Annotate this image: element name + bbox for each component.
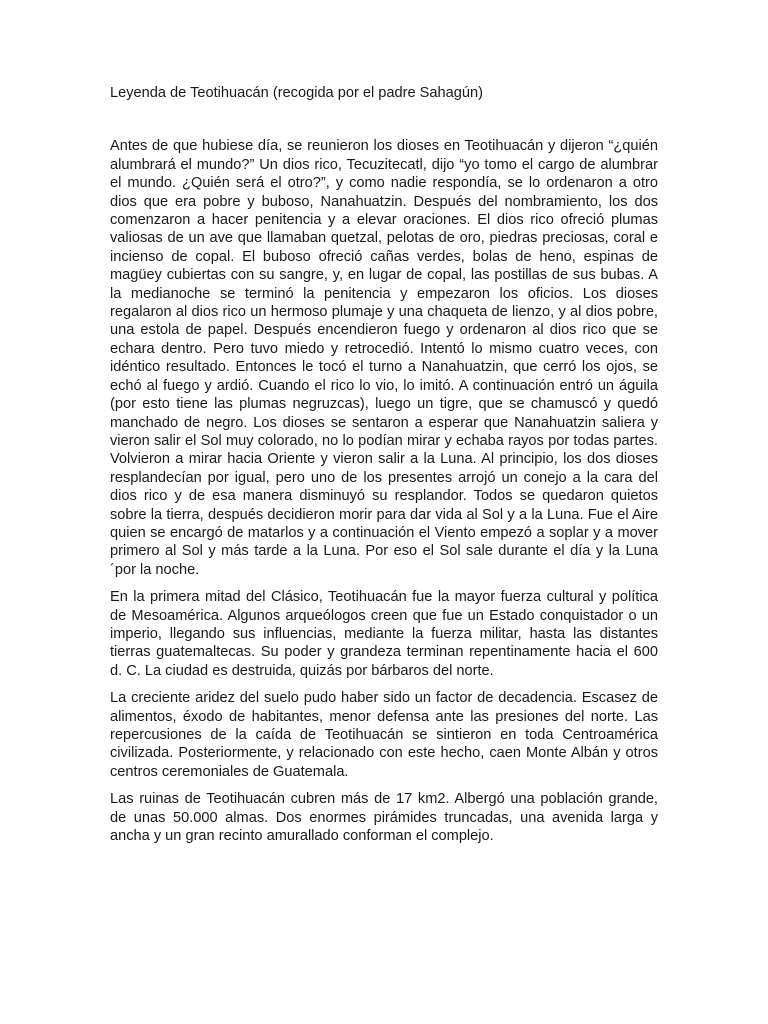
- paragraph-decadence: La creciente aridez del suelo pudo haber sido un factor de decadencia. Escasez de alimentos, éxodo de habitantes, menor defensa ante las presiones del norte. Las repercusiones de la caída de Teotihuacán se sintieron en toda Centroamérica civilizada. Posteriormente, y relacionado con este hecho, caen Monte Albán y otros centros ceremoniales de Guatemala.: [110, 690, 658, 780]
- document-title: Leyenda de Teotihuacán (recogida por el padre Sahagún): [110, 85, 483, 101]
- paragraph-classic-period: En la primera mitad del Clásico, Teotihuacán fue la mayor fuerza cultural y política de Mesoamérica. Algunos arqueólogos creen que fue un Estado conquistador o un imperio, llegando sus influencias, mediante la fuerza militar, hasta las distantes tierras guatemaltecas. Su poder y grandeza terminan repentinamente hacia el 600 d. C. La ciudad es destruida, quizás por bárbaros del norte.: [110, 589, 658, 679]
- paragraph-legend: Antes de que hubiese día, se reunieron los dioses en Teotihuacán y dijeron “¿quién alumbrará el mundo?” Un dios rico, Tecuzitecatl, dijo “yo tomo el cargo de alumbrar el mundo. ¿Quién será el otro?”, y como nadie respondía, se lo ordenaron a otro dios que era pobre y buboso, Nanahuatzin. Después del nombramiento, los dos comenzaron a hacer penitencia y a elevar oraciones. El dios rico ofreció plumas valiosas de un ave que llamaban quetzal, pelotas de oro, piedras preciosas, coral e incienso de copal. El buboso ofreció cañas verdes, bolas de heno, espinas de magüey cubiertas con su sangre, y, en lugar de copal, las postillas de sus bubas. A la medianoche se terminó la penitencia y empezaron los oficios. Los dioses regalaron al dios rico un hermoso plumaje y una chaqueta de lienzo, y al dios pobre, una estola de papel. Después encendieron fuego y ordenaron al dios rico que se echara dentro. Pero tuvo miedo y retrocedió. Intentó lo mismo cuatro veces, con idéntico resultado. Entonces le tocó el turno a Nanahuatzin, que cerró los ojos, se echó al fuego y ardió. Cuando el rico lo vio, lo imitó. A continuación entró un águila (por esto tiene las plumas negruzcas), luego un tigre, que se chamuscó y quedó manchado de negro. Los dioses se sentaron a esperar que Nanahuatzin saliera y vieron salir el Sol muy colorado, no lo podían mirar y echaba rayos por todas partes. Volvieron a mirar hacia Oriente y vieron salir a la Luna. Al principio, los dos dioses resplandecían por igual, pero uno de los presentes arrojó un conejo a la cara del dios rico y de esa manera disminuyó su resplandor. Todos se quedaron quietos sobre la tierra, después decidieron morir para dar vida al Sol y a la Luna. Fue el Aire quien se encargó de matarlos y a continuación el Viento empezó a soplar y a mover primero al Sol y más tarde a la Luna. Por eso el Sol sale durante el día y la Luna ´por la noche.: [110, 138, 658, 578]
- paragraph-ruins: Las ruinas de Teotihuacán cubren más de 17 km2. Albergó una población grande, de unas 50.000 almas. Dos enormes pirámides truncadas, una avenida larga y ancha y un gran recinto amurallado conforman el complejo.: [110, 791, 658, 845]
